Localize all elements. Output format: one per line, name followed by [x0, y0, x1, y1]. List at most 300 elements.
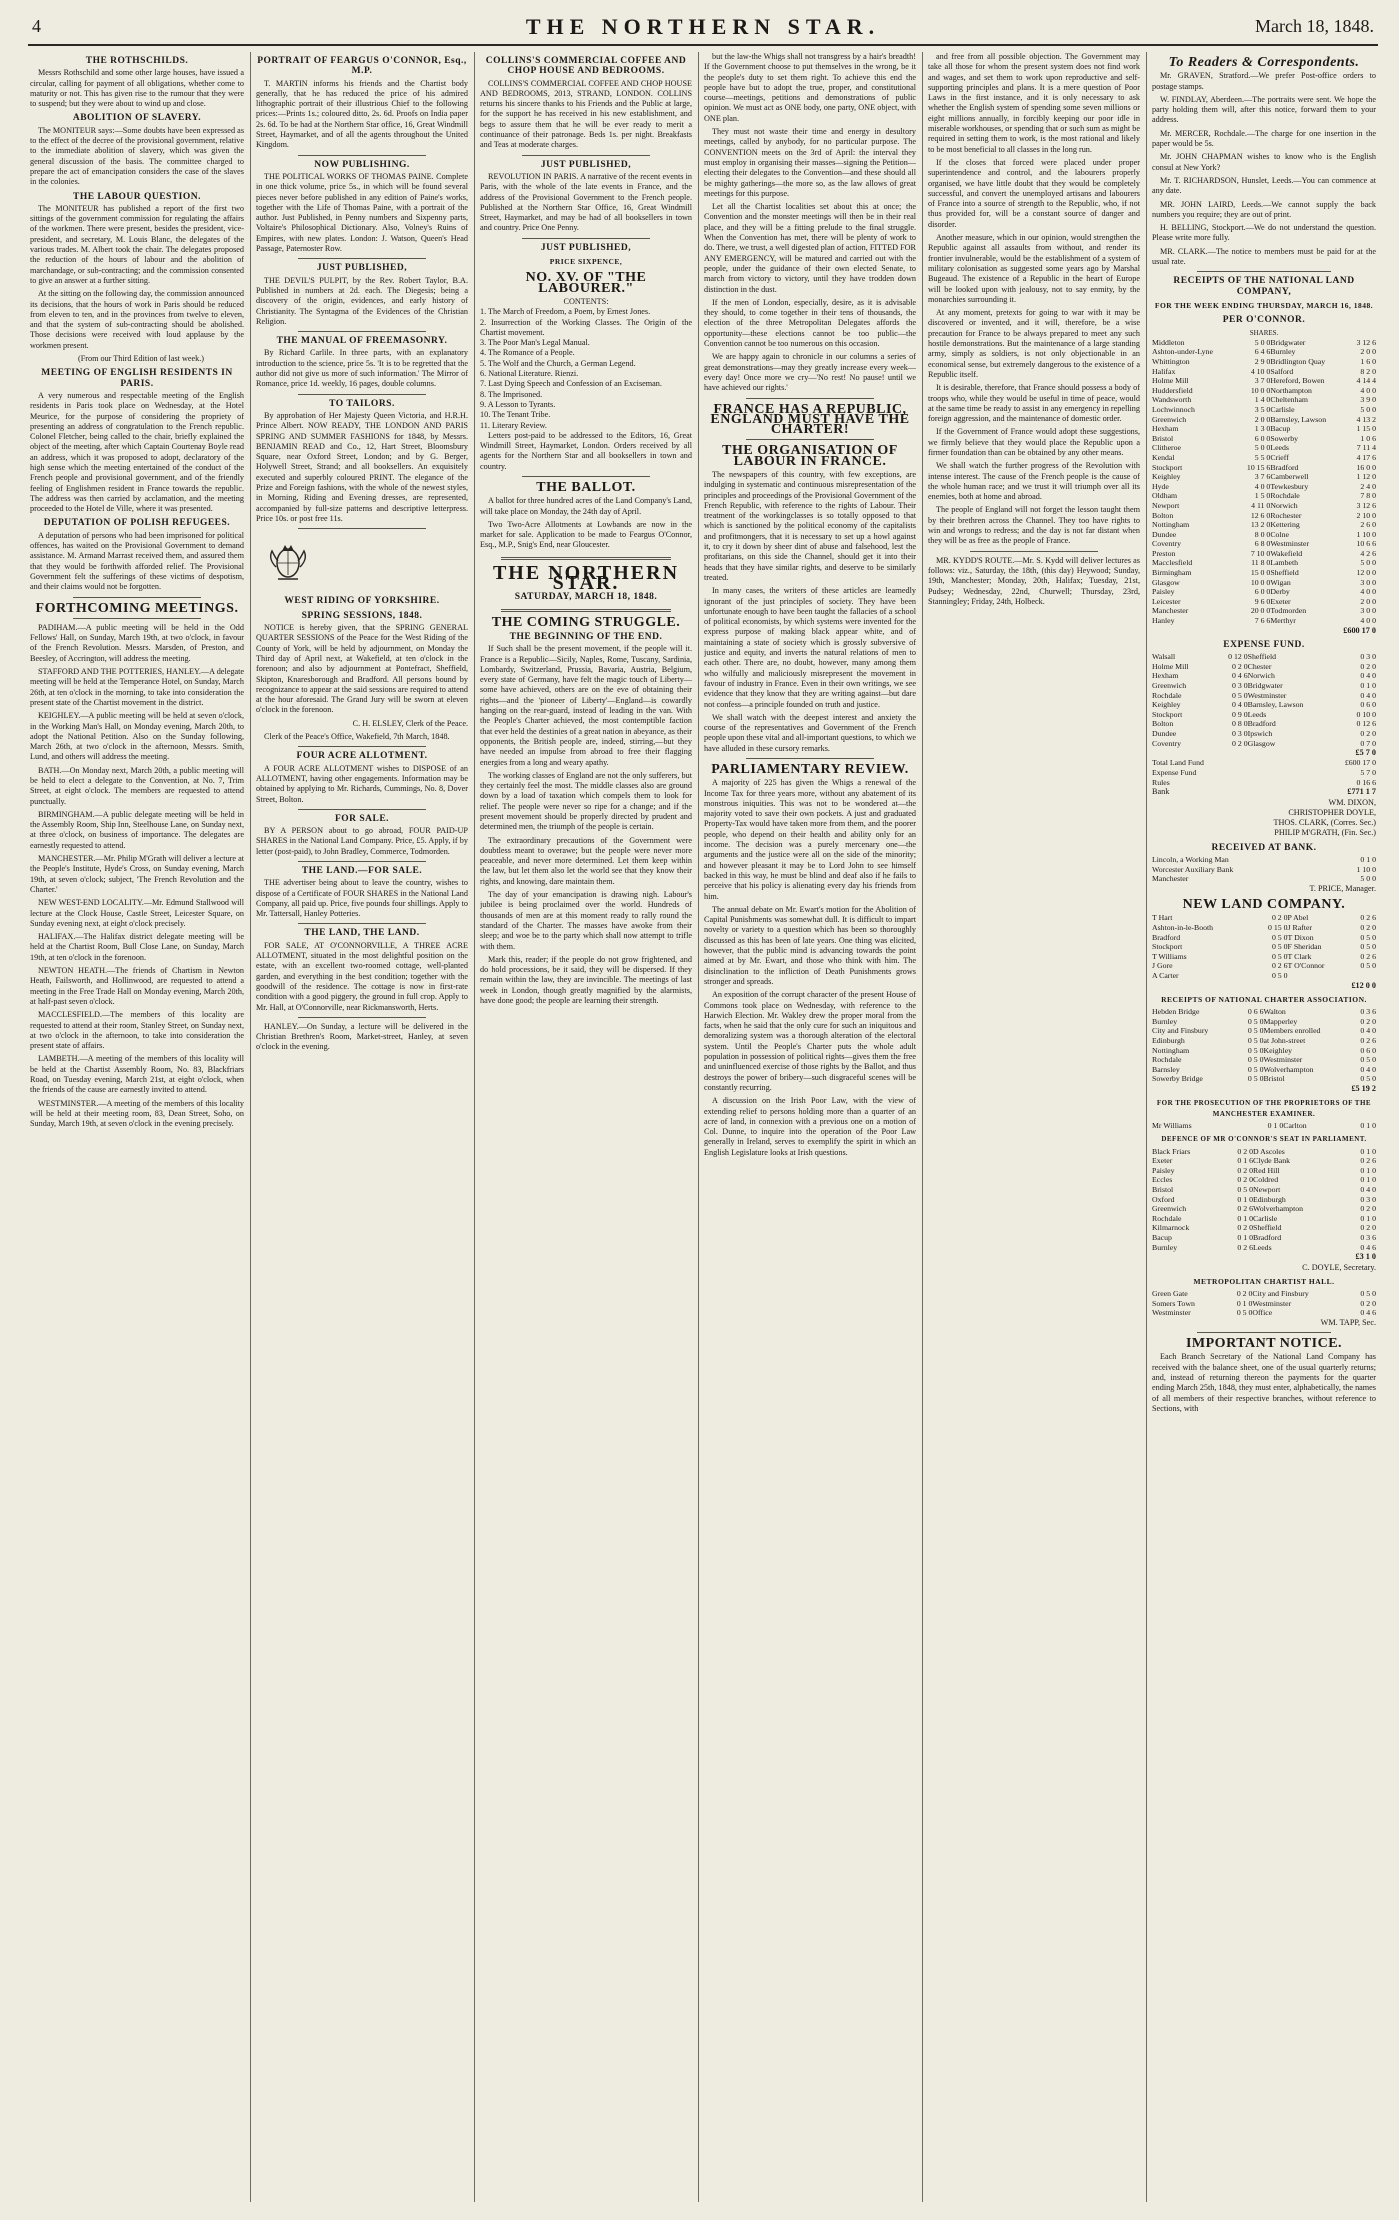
- receipt-amount: 3 12 6: [1356, 500, 1376, 510]
- receipt-place: Green Gate: [1152, 1289, 1188, 1299]
- table-heading: DEFENCE OF MR O'CONNOR'S SEAT IN PARLIAMENT.: [1161, 1135, 1367, 1144]
- receipt-amount: 0 2 0: [1271, 913, 1288, 923]
- receipt-amount: 13 2 0: [1250, 520, 1271, 530]
- receipt-place: Burnley: [1270, 347, 1296, 357]
- receipt-row: [1152, 1243, 1376, 1253]
- receipt-amount: 0 4 0: [1360, 1185, 1376, 1195]
- receipt-amount: 6 0 0: [1254, 433, 1271, 443]
- receipt-amount: 0 9 0: [1232, 709, 1248, 719]
- receipt-amount: 5 0 0: [1254, 337, 1271, 347]
- divider: [501, 609, 671, 612]
- receipt-place: Halifax: [1152, 366, 1176, 376]
- receipt-row: [1152, 539, 1376, 549]
- receipt-amount: 4 11 0: [1251, 500, 1271, 510]
- meeting-notice: MANCHESTER.—Mr. Philip M'Grath will deliver a lecture at the People's Institute, Hyde's Cross, on Sunday evening, March 19th, at seven o'clock; subject, 'The French Revolution and the Charter.': [30, 854, 244, 894]
- receipt-place: Tewkesbury: [1270, 481, 1309, 491]
- ad-heading: JUST PUBLISHED,: [540, 159, 632, 170]
- receipt-place: Hexham: [1152, 671, 1179, 681]
- ad-text: HANLEY.—On Sunday, a lecture will be delivered in the Christian Brethren's Room, Market-street, Hanley, at seven o'clock in the evening.: [256, 1021, 468, 1052]
- receipt-place: Merthyr: [1270, 616, 1296, 626]
- receipt-place: Edinburgh: [1152, 1035, 1185, 1045]
- receipt-place: Hereford, Bowen: [1270, 376, 1325, 386]
- receipt-place: Walsall: [1152, 652, 1176, 662]
- receipt-row: [1152, 415, 1376, 425]
- receipt-row: [1152, 1166, 1376, 1176]
- receipt-row: [1152, 530, 1376, 540]
- article-paragraph: We shall watch with the deepest interest and anxiety the course of the representatives and Government of the French people upon these vital and all-important questions, to which we have alluded in these cursory remarks.: [704, 712, 916, 753]
- receipt-row: [1152, 1289, 1376, 1299]
- ad-heading: PORTRAIT OF FEARGUS O'CONNOR, Esq., M.P.: [257, 56, 467, 77]
- article-paragraph: but the law-the Whigs shall not transgress by a hair's breadth! If the Government choose to put themselves in the wrong, be it the people's duty to set them right. To achieve this end the people have but to adopt the true, proper, and constitutional course—meetings, petitions and demonstrations of public opinion. We must act as ONE body, one party, ONE object, with ONE plan.: [704, 52, 916, 123]
- receipt-row: [1152, 405, 1376, 415]
- receipt-row: [1152, 933, 1376, 943]
- receipt-place: Norwich: [1270, 500, 1298, 510]
- receipt-row: [1152, 961, 1376, 971]
- receipt-amount: 0 5 0: [1271, 970, 1288, 980]
- ad-text: A FOUR ACRE ALLOTMENT wishes to DISPOSE of an ALLOTMENT, having other engagements. Information may be obtained by applying to Mr. Richards, Cummings, No. 8, Dover Street, Bolton.: [256, 763, 468, 804]
- receipt-place: Bolton: [1152, 510, 1174, 520]
- receipt-place: Nottingham: [1152, 520, 1190, 530]
- receipt-place: Hanley: [1152, 616, 1175, 626]
- receipt-place: Exeter: [1270, 596, 1291, 606]
- paper-title: THE NORTHERN STAR.: [492, 561, 680, 595]
- divider: [501, 557, 671, 560]
- receipt-amount: 0 5 0: [1247, 1035, 1264, 1045]
- ad-text: COLLINS'S COMMERCIAL COFFEE AND CHOP HOUSE AND BEDROOMS, 2013, STRAND, LONDON. COLLINS returns his sincere thanks to his Friends and the Public at large, for the support he has received in his new establishment, and begs to assure them that he will be ever ready to merit a continuance of their patronage. Beds 1s. per night. Breakfasts and Teas at moderate charges.: [480, 78, 692, 150]
- receipt-amount: 3 5 0: [1254, 404, 1271, 414]
- receipt-amount: 0 5 0: [1236, 1308, 1253, 1318]
- receipt-place: Crieff: [1270, 452, 1289, 462]
- receipt-amount: 0 1 0: [1236, 1298, 1253, 1308]
- article-paragraph: If the closes that forced were placed under proper superintendence and control, and the labourers properly organised, we have little doubt that they would be completely successful, and convert the unemployed artisans and labourers of France into a source of strength to the Republic, who, if not thus provided for, will be a constant source of danger and disorder.: [928, 157, 1140, 229]
- receipt-place: Rochester: [1270, 510, 1302, 520]
- receipt-row: [1152, 758, 1376, 768]
- receipt-place: Burnley: [1152, 1242, 1178, 1252]
- meeting-notice: BIRMINGHAM.—A public delegate meeting will be held in the Assembly Room, Ship Inn, Steelhouse Lane, on Sunday next, at three o'clock, on business of importance. The delegates are earnestly requested to attend.: [30, 809, 244, 850]
- receipt-place: Worcester Auxiliary Bank: [1152, 864, 1234, 874]
- receipt-place: Walton: [1263, 1007, 1286, 1017]
- receipt-place: Sheffield: [1270, 568, 1299, 578]
- article-heading: MEETING OF ENGLISH RESIDENTS IN PARIS.: [41, 368, 233, 389]
- receipt-place: Greenwich: [1152, 414, 1187, 424]
- divider: [970, 551, 1097, 552]
- receipt-place: Edinburgh: [1253, 1194, 1286, 1204]
- receipt-place: Newport: [1152, 500, 1180, 510]
- receipt-place: J Rafter: [1287, 923, 1312, 932]
- ad-text: NOTICE is hereby given, that the SPRING GENERAL QUARTER SESSIONS of the Peace for the West Riding of the County of York, will be held by adjournment, on Monday the Third day of April next, at Wakefield, at ten o'clock in the forenoon; and also by adjournment at Pontefract, Sheffield, Skipton, Knaresborough and Bradford. All persons bound by recognizance to appear at the said sessions are required to attend at the hour aforesaid. The Grand Jury will be sworn at eleven o'clock in the forenoon.: [256, 623, 468, 715]
- receipt-amount: 0 5 0: [1271, 951, 1288, 961]
- receipt-amount: 0 5 0: [1247, 1016, 1264, 1026]
- receipt-amount: 12 6 0: [1250, 510, 1271, 520]
- column-divider: [474, 52, 475, 2202]
- receipt-place: Bristol: [1152, 433, 1174, 443]
- receipt-place: Bolton: [1152, 719, 1174, 729]
- receipt-row: [1152, 1074, 1376, 1084]
- receipt-place: Eccles: [1152, 1175, 1173, 1185]
- receipt-place: Oldham: [1152, 491, 1178, 501]
- ad-heading: TO TAILORS.: [329, 398, 395, 409]
- signatories: [1152, 798, 1376, 839]
- receipt-place: T Williams: [1152, 951, 1187, 961]
- receipt-place: A Carter: [1152, 970, 1179, 980]
- receipt-amount: 7 11 4: [1356, 443, 1376, 453]
- divider: [298, 861, 425, 862]
- receipts-heading: RECEIPTS OF THE NATIONAL LAND COMPANY,: [1173, 276, 1355, 297]
- receipt-amount: 10 0 0: [1250, 577, 1271, 587]
- article-paragraph: In many cases, the writers of these articles are learnedly ignorant of the just principles of society. They have been unfortunate enough to have been taught the fallacies of a school of political economists, by which systems were invented for the express purpose of making black appear white, and of maintaining a state of society which is grossly subversive of justice and equity, and inverts the natural relations of men to each other. There are, no doubt, however, many among them who wilfully and maliciously misrepresent the movement in favour of industry in France. Even in their own writings, we see evidence that they know that they are writing against—but dare not confess—a principle founded on truth and justice.: [704, 586, 916, 709]
- receipt-amount: 0 2 0: [1360, 728, 1376, 738]
- table-heading: RECEIPTS OF NATIONAL CHARTER ASSOCIATION.: [1161, 994, 1367, 1004]
- receipt-place: Sheffield: [1253, 1223, 1282, 1233]
- page-header: [28, 14, 1378, 44]
- receipt-amount: 0 2 6: [1271, 961, 1288, 971]
- contents-item: 6. National Literature. Rienzi.: [480, 369, 579, 379]
- ad-heading: NOW PUBLISHING.: [314, 159, 410, 170]
- ad-heading: WEST RIDING OF YORKSHIRE.: [284, 596, 440, 607]
- receipt-amount: 0 1 0: [1237, 1194, 1253, 1204]
- receipt-row: [1152, 511, 1376, 521]
- receipt-row: [1152, 700, 1376, 710]
- receipt-row: [1152, 616, 1376, 626]
- receipt-amount: 5 5 0: [1254, 452, 1271, 462]
- receipt-place: Kettering: [1270, 520, 1300, 530]
- table-total: £3 1 0: [1355, 1252, 1376, 1262]
- lead-heading: THE COMING STRUGGLE.: [491, 614, 681, 630]
- receipt-amount: 0 3 0: [1232, 681, 1248, 691]
- receipt-place: Huddersfield: [1152, 385, 1193, 395]
- lecture-notice: MR. KYDD'S ROUTE.—Mr. S. Kydd will deliver lectures as follows: viz., Saturday, the 18th, (this day) Heywood; Sunday, 19th, Manchester; Monday, 20th, Halifax; Tuesday, 21st, Pudsey; Wednesday, 22nd, Churwell; Thursday, 23rd, Stanningley; Friday, 24th, Holbeck.: [928, 555, 1140, 606]
- receipt-place: Middleton: [1152, 337, 1185, 347]
- receipt-place: Lambeth: [1270, 558, 1299, 568]
- receipt-place: Bradford: [1152, 932, 1181, 942]
- receipt-amount: 0 2 0: [1236, 1289, 1253, 1299]
- receipt-place: Westminster: [1247, 690, 1287, 700]
- article-paragraph: and free from all possible objection. The Government may take all those for whom the present system does not find work and wages, and set them to work upon reproductive and self-supporting principles and plans. It is a mere question of Poor Laws in the first instance, and it is only necessary to ask whether the English system of spending some seven millions or eight millions annually, in forcibly keeping our poor idle in miserable workhouses, or spending that or such sum as might be required in setting them to work, is the most rational and likely to be most beneficial to all classes in the long run.: [928, 52, 1140, 154]
- receipt-amount: 0 1 0: [1360, 681, 1376, 691]
- divider: [746, 398, 873, 399]
- receipt-place: Burnley: [1152, 1016, 1178, 1026]
- article-paragraph: The newspapers of this country, with few exceptions, are indulging in systematic and continuous misrepresentation of the principles and proceedings of the Provisional Government of the French Republic, with reference to the rights of Labour. Their treatment of the workingclasses is so totally opposed to that which is sanctioned by the political economy of the capitalists and profitmongers, that it is necessary to set up a howl against it, to cry it down by sheer dint of abuse and falsehood, lest the profitarians, on this side the Channel, should get it into their heads that they have similar rights, and deserve to be similarly treated.: [704, 469, 916, 582]
- receipt-row: [1152, 549, 1376, 559]
- receipt-place: Lincoln, a Working Man: [1152, 855, 1229, 865]
- receipt-row: [1152, 1156, 1376, 1166]
- bank-table: [1152, 855, 1376, 884]
- receipt-place: Ipswich: [1247, 728, 1273, 738]
- receipt-place: Mapperley: [1263, 1016, 1298, 1026]
- receipt-row: [1152, 453, 1376, 463]
- receipt-place: F Sheridan: [1287, 942, 1322, 952]
- ad-text: By Richard Carlile. In three parts, with an explanatory introduction to the science, price 5s. 'It is to be regretted that the author did not give us more of such information.' The Mirror of Romance, price 1d. weekly, 16 pages, double columns.: [256, 348, 468, 389]
- receipt-row: [1152, 710, 1376, 720]
- receipt-place: Westminster: [1252, 1298, 1292, 1308]
- receipt-row: [1152, 1308, 1376, 1318]
- receipt-amount: 3 12 6: [1356, 337, 1376, 347]
- receipt-row: [1152, 691, 1376, 701]
- receipt-amount: 6 8 0: [1254, 539, 1271, 549]
- receipt-place: Expense Fund: [1152, 768, 1197, 778]
- ad-heading: THE MANUAL OF FREEMASONRY.: [276, 336, 448, 347]
- receipt-row: [1152, 1185, 1376, 1195]
- receipt-amount: 0 2 0: [1360, 1223, 1376, 1233]
- divider: [298, 258, 425, 259]
- receipt-row: [1152, 1204, 1376, 1214]
- receipt-row: [1152, 1233, 1376, 1243]
- receipt-amount: 0 5 0: [1247, 1045, 1264, 1055]
- article-paragraph: They must not waste their time and energy in desultory meetings, called by anybody, for no particular purpose. The CONVENTION meets on the 3rd of April: the interval they must employ in organising their masses—signing the Petition—electing their delegates to the Convention—and these should all be mighty gatherings—the more so, as the law allows of great meetings for this purpose.: [704, 127, 916, 198]
- ad-heading: SPRING SESSIONS, 1848.: [301, 610, 423, 621]
- receipt-amount: 5 0 0: [1360, 558, 1376, 568]
- receipt-amount: 0 3 6: [1360, 1233, 1376, 1243]
- receipt-place: City and Finsbury: [1152, 1026, 1209, 1036]
- correspondent-notice: Mr. MERCER, Rochdale.—The charge for one insertion in the paper would be 5s.: [1152, 128, 1376, 149]
- receipt-place: Sheffield: [1247, 652, 1277, 662]
- receipt-amount: 0 2 0: [1360, 923, 1376, 932]
- ad-heading: FOR SALE.: [334, 813, 390, 824]
- article-paragraph: A very numerous and respectable meeting of the English residents in Paris took place on Wednesday, at the Hotel Meurice, for the purpose of considering the propriety of presenting an address of congratulation to the French republic. Colonel Fletcher, being called to the chair, briefly explained the object of the meeting, after which Captain Courtenay Boyle read an address, which it was proposed to adopt, declaratory of the high sense which the meeting entertained of the conduct of the French people and provisional government, and of the friendly feeling of Englishmen resident in France towards the republic. The address was then carried by acclamation, and the meeting proceeded to the Hotel de Ville, where it was presented.: [30, 390, 244, 514]
- receipt-row: [1152, 1046, 1376, 1056]
- receipt-row: [1152, 1055, 1376, 1065]
- receipt-place: Camberwell: [1270, 472, 1309, 482]
- divider: [298, 809, 425, 810]
- receipt-row: [1152, 357, 1376, 367]
- receipt-row: [1152, 338, 1376, 348]
- receipt-amount: 0 4 0: [1360, 690, 1376, 700]
- receipt-row: [1152, 971, 1376, 981]
- receipt-row: [1152, 768, 1376, 778]
- receipt-amount: 3 7 0: [1254, 376, 1271, 386]
- receipt-amount: 0 5 0: [1247, 1055, 1264, 1065]
- receipt-row: [1152, 578, 1376, 588]
- receipt-place: Manchester: [1152, 606, 1189, 616]
- receipt-amount: 4 2 6: [1360, 548, 1376, 558]
- receipt-amount: 0 2 0: [1237, 1175, 1253, 1185]
- column-divider: [1146, 52, 1147, 2202]
- contents-item: 1. The March of Freedom, a Poem, by Ernest Jones.: [480, 307, 651, 317]
- receipt-place: Ashton-under-Lyne: [1152, 347, 1213, 357]
- receipt-row: [1152, 587, 1376, 597]
- receipt-row: [1152, 1065, 1376, 1075]
- receipt-place: Carlton: [1283, 1120, 1307, 1130]
- receipt-amount: 0 5 0: [1232, 690, 1248, 700]
- receipt-place: City and Finsbury: [1252, 1289, 1309, 1299]
- article-paragraph: The MONITEUR says:—Some doubts have been expressed as to the effect of the decree of the provisional government, relative to the immediate abolition of slavery, which was given the general discussion of the basis. The committee charged to prepare the act of emancipation considers the case of the slaves in the colonies.: [30, 125, 244, 187]
- receipt-place: Clitheroe: [1152, 443, 1182, 453]
- divider: [522, 476, 649, 477]
- receipt-amount: 10 6 6: [1356, 539, 1376, 549]
- ad-text: THE DEVIL'S PULPIT, by the Rev. Robert Taylor, B.A. Published in numbers at 2d. each. The Diegesis; being a discovery of the origin, evidences, and early history of Christianity. The Syntagma of the Evidences of the Christian Religion.: [256, 275, 468, 326]
- receipt-row: [1152, 424, 1376, 434]
- receipt-place: Coldred: [1253, 1175, 1279, 1185]
- receipt-amount: 5 0 0: [1254, 443, 1271, 453]
- receipt-amount: £600 17 0: [1344, 758, 1376, 768]
- receipt-place: Westminster: [1263, 1055, 1303, 1065]
- article-paragraph: The annual debate on Mr. Ewart's motion for the Abolition of Capital Punishments was somewhat dull. It is difficult to impart novelty or variety to a question which has been so thoroughly discussed as this has been of late years. One thing was elicited, however, that the public mind is advancing towards the point aimed at by Mr. Ewart, and those who think with him. The disinclination to the infliction of Death Punishments grows stronger and spreads.: [704, 904, 916, 986]
- receipt-amount: 1 6 0: [1360, 357, 1376, 367]
- receipt-amount: 1 5 0: [1254, 491, 1271, 501]
- receipt-row: [1152, 606, 1376, 616]
- receipt-amount: 4 14 4: [1356, 376, 1376, 386]
- receipt-amount: 3 0 0: [1360, 577, 1376, 587]
- receipt-amount: 2 9 0: [1254, 357, 1271, 367]
- receipt-amount: 0 4 0: [1360, 1026, 1376, 1036]
- receipt-place: Cheltenham: [1270, 395, 1308, 405]
- receipt-row: [1152, 729, 1376, 739]
- receipt-place: Greenwich: [1152, 1204, 1187, 1214]
- receipt-amount: 1 3 0: [1254, 424, 1271, 434]
- receipt-amount: [1350, 971, 1376, 981]
- secretary-signature: C. DOYLE, Secretary.: [1302, 1262, 1376, 1272]
- correspondent-notice: H. BELLING, Stockport.—We do not understand the question. Please write more fully.: [1152, 223, 1376, 243]
- receipt-amount: 5 7 0: [1360, 768, 1376, 778]
- receipt-amount: 0 16 6: [1356, 777, 1376, 787]
- article-paragraph: Another measure, which in our opinion, would strengthen the Republic against all assaults from without, and render its frontier invulnerable, would be the establishment of a system of military colonisation as suggested some years ago by Marshal Bugeaud. The existence of a Republic in the heart of Europe will be looked upon with jealousy, not to say enmity, by the monarchies surrounding it.: [928, 233, 1140, 304]
- column-4: [704, 52, 916, 2202]
- receipt-place: T Dixon: [1287, 932, 1314, 942]
- meeting-notice: NEWTON HEATH.—The friends of Chartism in Newton Heath, Failsworth, and Hollinwood, are requested to attend a meeting in the Free Trade Hall on Monday evening, March 20th, at half-past seven o'clock.: [30, 966, 244, 1006]
- receipt-place: Greenwich: [1152, 681, 1187, 691]
- section-heading: FRANCE HAS A REPUBLIC, ENGLAND MUST HAVE THE CHARTER!: [710, 401, 910, 438]
- receipt-amount: 0 3 0: [1360, 652, 1376, 662]
- receipt-amount: 1 4 0: [1254, 395, 1271, 405]
- receipt-row: [1152, 1036, 1376, 1046]
- section-heading: FORTHCOMING MEETINGS.: [35, 600, 239, 616]
- receipt-amount: 0 7 0: [1360, 738, 1376, 748]
- defence2-table: [1152, 1147, 1376, 1253]
- ad-text: FOR SALE, AT O'CONNORVILLE, A THREE ACRE ALLOTMENT, situated in the most delightful position on the estate, with an excellent two-roomed cottage, well-planted garden, and everything in the best condition; together with the goodwill of the residence. The cottage is now in first-rate condition with a good piggery, the ground in full crop. Apply to Mr. Hall, at O'Connorville, near Rickmansworth, Herts.: [256, 940, 468, 1012]
- receipt-amount: 0 5 0: [1360, 1289, 1376, 1299]
- receipt-place: Leeds: [1247, 709, 1267, 719]
- table-heading: NEW LAND COMPANY.: [1182, 897, 1346, 913]
- table-total: £5 7 0: [1355, 748, 1376, 758]
- receipt-amount: 10 0 0: [1250, 385, 1271, 395]
- issue-date: March 18, 1848.: [1255, 16, 1374, 36]
- receipt-amount: 1 0 6: [1360, 433, 1376, 443]
- ad-heading: THE LAND.—FOR SALE.: [301, 866, 423, 876]
- receipt-amount: 0 1 0: [1237, 1213, 1253, 1223]
- receipt-place: Kilmarnock: [1152, 1223, 1190, 1233]
- receipt-place: Lochwinnoch: [1152, 404, 1195, 414]
- receipt-row: [1152, 874, 1376, 884]
- receipt-row: [1152, 491, 1376, 501]
- receipt-place: Bacup: [1270, 424, 1291, 434]
- receipt-amount: 6 0 0: [1254, 587, 1271, 597]
- receipt-row: [1152, 739, 1376, 749]
- receipt-place: Paisley: [1152, 587, 1175, 597]
- receipt-place: Mr Williams: [1152, 1120, 1192, 1130]
- receipt-amount: 0 2 0: [1237, 1146, 1253, 1156]
- receipt-amount: 16 0 0: [1356, 462, 1376, 472]
- receipt-amount: 0 2 6: [1360, 951, 1376, 961]
- receipt-amount: 7 8 0: [1360, 491, 1376, 501]
- contents-item: 7. Last Dying Speech and Confession of an Exciseman.: [480, 379, 662, 389]
- receipt-row: [1152, 1195, 1376, 1205]
- ad-heading: THE LAND, THE LAND.: [304, 928, 420, 939]
- meeting-notice: STAFFORD AND THE POTTERIES, HANLEY.—A delegate meeting will be held at the Temperance Hotel, on Sunday, March 26th, at ten o'clock in the morning, to take into consideration the present state of the Chartist movement in the district.: [30, 667, 244, 707]
- receipt-place: Wolverhampton: [1253, 1204, 1304, 1214]
- article-heading: THE LABOUR QUESTION.: [73, 191, 201, 202]
- receipt-row: [1152, 913, 1376, 923]
- article-paragraph: We shall watch the further progress of the Revolution with intense interest. The cause of the French people is the cause of the whole human race; and we trust it will triumph over all its enemies, both at home and abroad.: [928, 461, 1140, 502]
- receipt-row: [1152, 558, 1376, 568]
- article-paragraph: A deputation of persons who had been imprisoned for political offences, has waited on the Provisional Government to demand assistance. M. Armand Marrast received them, and assured them that they would be forthwith afforded relief. The Provisional Government felt the sufferings of these victims of despotism, and their claims would not be forgotten.: [30, 530, 244, 592]
- article-paragraph: The people of England will not forget the lesson taught them by their brethren across the Channel. They too have rights to win and wrongs to redress; and the day is not far distant when they will be as free as the people of France.: [928, 505, 1140, 546]
- receipt-row: [1152, 501, 1376, 511]
- receipt-place: Leicester: [1152, 596, 1181, 606]
- receipt-amount: 2 6 0: [1360, 520, 1376, 530]
- section-heading: THE ORGANISATION OF LABOUR IN FRANCE.: [722, 443, 898, 469]
- receipt-place: T Clark: [1287, 951, 1312, 961]
- ballot-text: A ballot for three hundred acres of the Land Company's Land, will take place on Monday, the 24th day of April.: [480, 496, 692, 516]
- divider: [522, 238, 649, 239]
- receipt-amount: 9 6 0: [1254, 596, 1271, 606]
- table-heading: EXPENSE FUND.: [1223, 639, 1305, 650]
- shares-table: [1152, 338, 1376, 626]
- important-text: Each Branch Secretary of the National Land Company has received with the balance sheet, one of the usual quarterly returns; and, instead of returning thereon the payments for the quarter ending March 25th, 1848, they must enter, alphabetically, the names of all members of their respective branches, without reference to Sections, with: [1152, 1352, 1376, 1413]
- receipt-row: [1152, 520, 1376, 530]
- receipt-amount: 0 1 0: [1360, 1146, 1376, 1156]
- receipt-amount: 0 12 6: [1356, 719, 1376, 729]
- receipt-place: Bridlington Quay: [1270, 357, 1326, 367]
- article-paragraph: If Such shall be the present movement, if the people will it. France is a Republic—Sicily, Naples, Rome, Tuscany, Sardinia, Lombardy, Switzerland, Prussia, Bavaria, Austria, Belgium, every state of Germany, have felt the magic touch of Liberty—some have achieved, others are on the eve of obtaining their rights—and the 'pioneer of Liberty'—England—is cowardly hanging on the rear-guard, instead of leading in the van. With the People's Charter achieved, the most contemptible faction that ever held the destinies of a great nation in abeyance, as their opponents, the British people are, indeed, stirring,—but they have needed an impulse from abroad to free their flagging energies from a long and weary apathy.: [480, 644, 692, 767]
- receipt-amount: 0 5 0: [1360, 961, 1376, 971]
- receipt-row: [1152, 597, 1376, 607]
- contents-item: 3. The Poor Man's Legal Manual.: [480, 338, 590, 348]
- article-paragraph: The extraordinary precautions of the Government were doubtless meant to overawe; but the people were never more peaceable, and never more determined. Let them keep within the law, but let them also let the world see that they know their rights, and knowing, dare maintain them.: [480, 835, 692, 886]
- article-paragraph: At any moment, pretexts for going to war with it may be discovered or invented, and it will, therefore, be a wise precaution for France to be always prepared to meet any such hostile demonstrations. But the maintenance of a large standing army, simply as soldiers, is not only objectionable in an economical sense, but extremely dangerous to the existence of a Republic itself.: [928, 308, 1140, 379]
- article-paragraph: Messrs Rothschild and some other large houses, have issued a circular, calling for payment of all obligations, whether come to maturity or not. This has given rise to the rumour that they were to suspend; but they were about to wind up and close.: [30, 68, 244, 109]
- receipt-amount: 0 1 0: [1360, 855, 1376, 865]
- bank-signature: T. PRICE, Manager.: [1309, 883, 1376, 893]
- receipt-place: Leeds: [1253, 1242, 1272, 1252]
- receipt-amount: 0 6 6: [1247, 1007, 1264, 1017]
- divider: [73, 618, 201, 619]
- divider: [522, 155, 649, 156]
- article-note: (From our Third Edition of last week.): [77, 354, 205, 364]
- receipt-amount: 0 8 0: [1232, 719, 1248, 729]
- receipt-row: [1152, 1121, 1376, 1131]
- receipt-place: Coventry: [1152, 539, 1182, 549]
- receipt-place: Manchester: [1152, 874, 1189, 884]
- receipt-amount: 4 0 0: [1360, 385, 1376, 395]
- receipt-place: Bristol: [1263, 1074, 1285, 1084]
- receipt-amount: 1 15 0: [1356, 424, 1376, 434]
- meeting-notice: KEIGHLEY.—A public meeting will be held at seven o'clock, in the Working Man's Hall, on Monday evening, March 20th, to adopt the National Petition. Also on the Sunday following, March 26th, at two o'clock in the afternoon, Messrs. Smith, Lund, and others will address the meeting.: [30, 711, 244, 762]
- ballot-text: Two Two-Acre Allotments at Lowbands are now in the market for sale. Application to be made to Feargus O'Connor, Esq., M.P., Snig's End, near Gloucester.: [480, 519, 692, 550]
- receipt-amount: 0 1 6: [1237, 1156, 1253, 1166]
- contents-item: 4. The Romance of a People.: [480, 348, 575, 358]
- receipt-amount: 20 0 0: [1250, 606, 1271, 616]
- correspondent-notice: W. FINDLAY, Aberdeen.—The portraits were sent. We hope the party holding them will, after this notice, forward them to your address.: [1152, 94, 1376, 125]
- receipt-row: [1152, 778, 1376, 788]
- receipt-row: [1152, 568, 1376, 578]
- receipt-place: Sowerby: [1270, 433, 1299, 443]
- contents-item: 2. Insurrection of the Working Classes. The Origin of the Chartist movement.: [480, 317, 692, 337]
- receipt-amount: 0 5 0: [1237, 1185, 1253, 1195]
- column-5: [928, 52, 1140, 2202]
- receipt-place: Stockport: [1152, 462, 1183, 472]
- column-3: [480, 52, 692, 2202]
- receipt-amount: 0 5 0: [1360, 932, 1376, 942]
- receipt-place: Keighley: [1152, 700, 1181, 710]
- receipt-place: Glasgow: [1152, 577, 1180, 587]
- meeting-notice: WESTMINSTER.—A meeting of the members of this locality will be held at their meeting room, 83, Dean Street, Soho, on Sunday, March 19th, at seven o'clock in the evening precisely.: [30, 1098, 244, 1129]
- table-heading: RECEIVED AT BANK.: [1211, 842, 1317, 853]
- table-total: £5 19 2: [1351, 1083, 1376, 1093]
- correspondent-notice: Mr. JOHN CHAPMAN wishes to know who is the English consul at New York?: [1152, 152, 1376, 172]
- receipt-row: [1152, 942, 1376, 952]
- receipt-amount: 10 15 6: [1246, 462, 1271, 472]
- receipt-place: Holme Mill: [1152, 661, 1189, 671]
